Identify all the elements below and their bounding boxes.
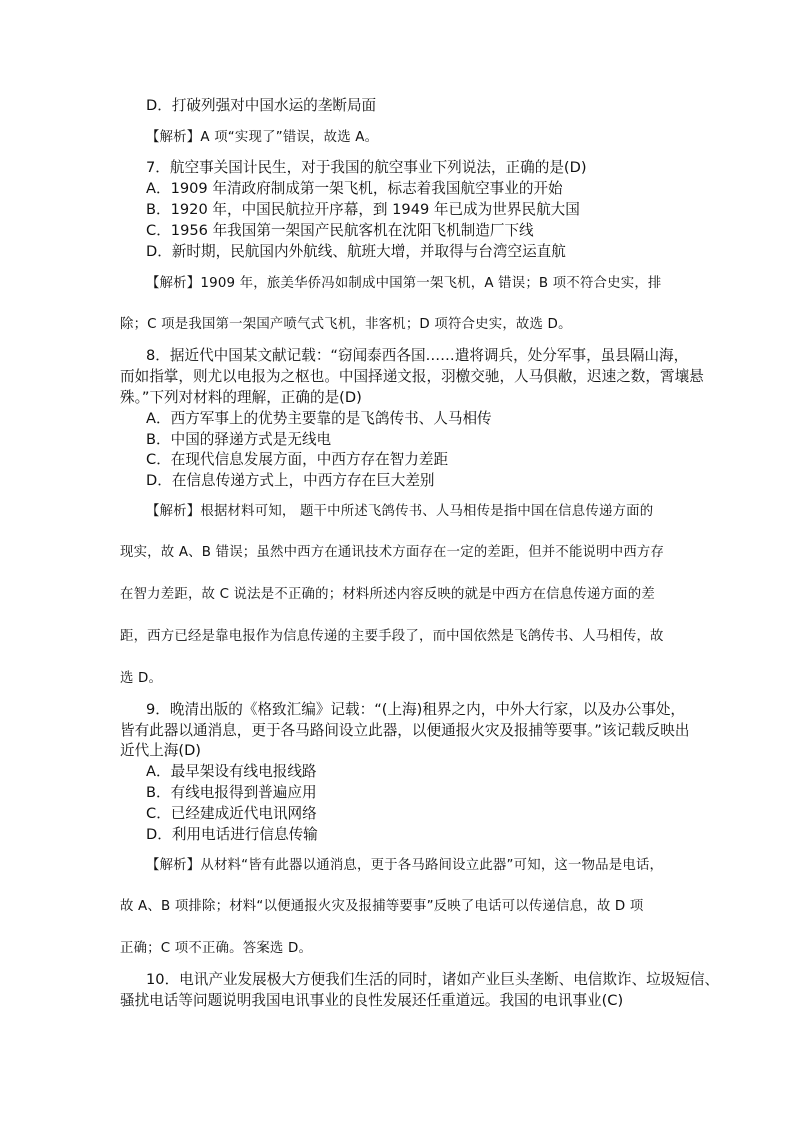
analysis-text: A 项“实现了”错误，故选 A。 <box>200 130 379 145</box>
analysis-text: 根据材料可知， 题干中所述飞鸽传书、人马相传是指中国在信息传递方面的 <box>200 504 654 519</box>
q8-stem-line-2: 而如指掌，则尤以电报为之枢也。中国择递文报，羽檄交驰，人马俱敝，迟速之数，霄壤悬 <box>120 368 704 385</box>
q9-analysis-line-2: 故 A、B 项排除；材料“以便通报火灾及报捕等要事”反映了电话可以传递信息，故 D 项 <box>120 899 644 914</box>
q7-analysis-line-1 <box>146 274 662 294</box>
q9-option-a: A．最早架设有线电报线路 <box>146 763 317 780</box>
q9-stem-line-2: 皆有此器以通消息，更于各马路间设立此器，以便通报火灾及报捕等要事。”该记载反映出 <box>120 722 690 739</box>
analysis-text: 从材料“皆有此器以通消息，更于各马路间设立此器”可知，这一物品是电话， <box>200 858 664 873</box>
q6-option-d: D．打破列强对中国水运的垄断局面 <box>146 97 377 114</box>
q9-stem-line-3: 近代上海(D) <box>120 742 201 759</box>
q8-analysis-line-2: 现实，故 A、B 错误；虽然中西方在通讯技术方面存在一定的差距，但并不能说明中西方存 <box>120 545 665 560</box>
q7-option-a: A．1909 年清政府制成第一架飞机，标志着我国航空事业的开始 <box>146 180 563 197</box>
q9-option-c: C．已经建成近代电讯网络 <box>146 805 317 822</box>
q10-stem-line-1: 10．电讯产业发展极大方便我们生活的同时，诸如产业巨头垄断、电信欺诈、垃圾短信、 <box>146 971 720 988</box>
q7-stem: 7．航空事关国计民生，对于我国的航空事业下列说法，正确的是(D) <box>146 159 587 176</box>
q7-option-d: D．新时期，民航国内外航线、航班大增，并取得与台湾空运直航 <box>146 243 566 260</box>
q8-analysis-line-3: 在智力差距，故 C 说法是不正确的；材料所述内容反映的就是中西方在信息传递方面的差 <box>120 587 655 602</box>
q8-analysis-line-4: 距，西方已经是靠电报作为信息传递的主要手段了，而中国依然是飞鸽传书、人马相传，故 <box>120 629 664 644</box>
analysis-tag: 【解析】 <box>146 858 201 873</box>
q7-option-c: C．1956 年我国第一架国产民航客机在沈阳飞机制造厂下线 <box>146 222 534 239</box>
q9-option-b: B．有线电报得到普遍应用 <box>146 784 317 801</box>
analysis-tag: 【解析】 <box>146 504 201 519</box>
q7-option-b: B．1920 年，中国民航拉开序幕，到 1949 年已成为世界民航大国 <box>146 201 580 218</box>
analysis-tag: 【解析】 <box>146 276 201 291</box>
q9-analysis-line-1 <box>146 856 663 876</box>
q9-stem-line-1: 9．晚清出版的《格致汇编》记载：“(上海)租界之内，中外大行家，以及办公事处， <box>146 701 686 718</box>
q7-analysis-line-2: 除；C 项是我国第一架国产喷气式飞机，非客机；D 项符合史实，故选 D。 <box>120 317 572 332</box>
q9-analysis-line-3: 正确；C 项不正确。答案选 D。 <box>120 941 313 956</box>
analysis-text: 1909 年，旅美华侨冯如制成中国第一架飞机，A 错误；B 项不符合史实，排 <box>200 276 662 291</box>
q8-option-a: A．西方军事上的优势主要靠的是飞鸽传书、人马相传 <box>146 410 492 427</box>
analysis-tag: 【解析】 <box>146 130 201 145</box>
q9-option-d: D．利用电话进行信息传输 <box>146 826 318 843</box>
q8-option-d: D．在信息传递方式上，中西方存在巨大差别 <box>146 472 435 489</box>
q8-stem-line-1: 8．据近代中国某文献记载：“窃闻泰西各国……遣将调兵，处分军事，虽县隔山海， <box>146 347 689 364</box>
q8-stem-line-3: 殊。”下列对材料的理解，正确的是(D) <box>120 389 362 406</box>
q6-analysis <box>146 128 378 148</box>
q10-stem-line-2: 骚扰电话等问题说明我国电讯事业的良性发展还任重道远。我国的电讯事业(C) <box>120 992 624 1009</box>
q8-analysis-line-5: 选 D。 <box>120 671 163 686</box>
q8-option-c: C．在现代信息发展方面，中西方存在智力差距 <box>146 451 449 468</box>
q8-option-b: B．中国的驿递方式是无线电 <box>146 431 332 448</box>
q8-analysis-line-1 <box>146 502 653 522</box>
